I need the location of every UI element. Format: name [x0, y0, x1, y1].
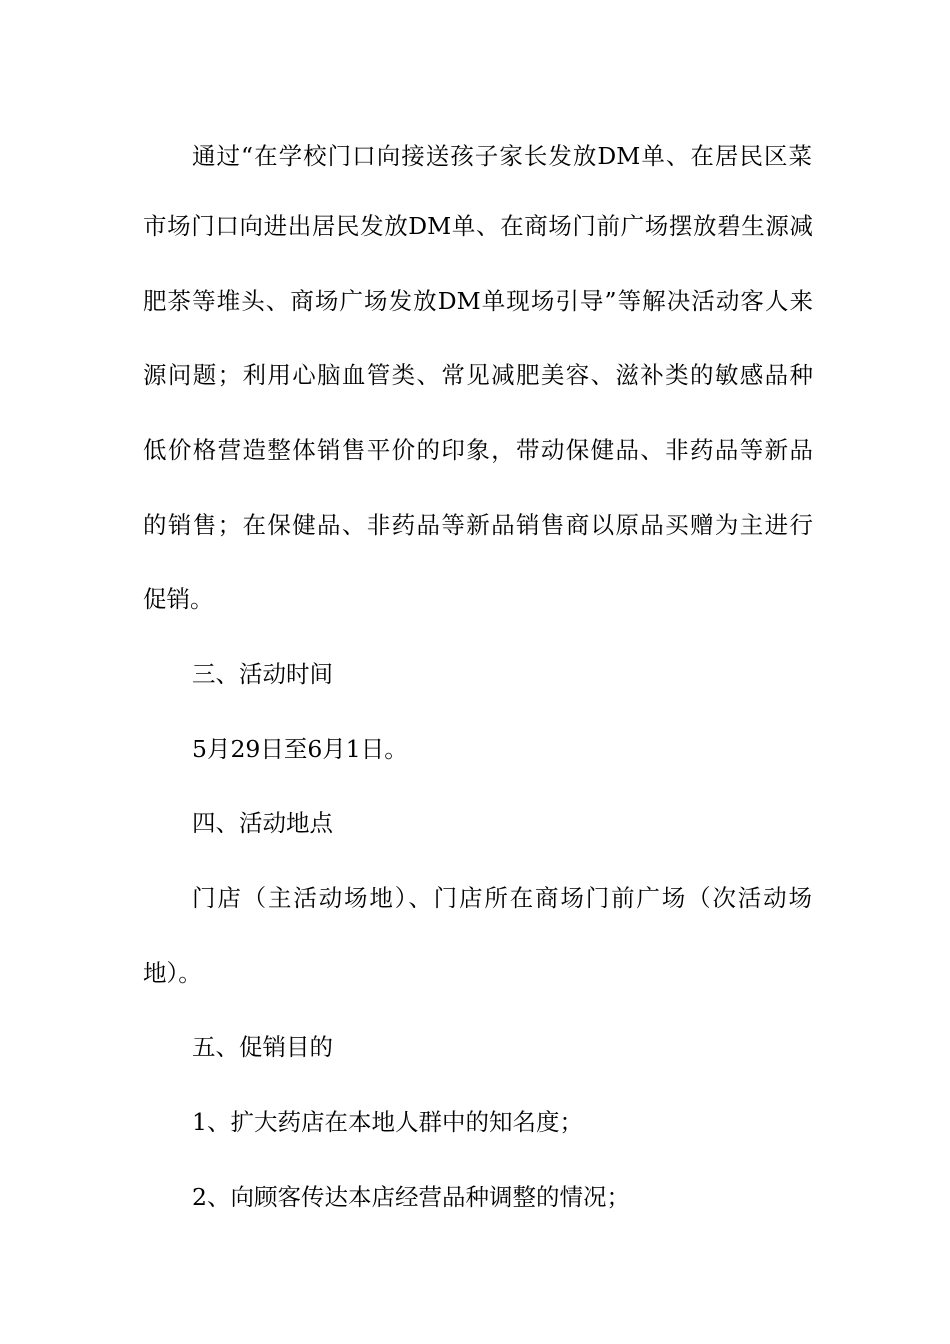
activity-location-line-1: 门店（主活动场地）、门店所在商场门前广场（次活动场	[192, 884, 812, 912]
paragraph-1-line-3: 肥茶等堆头、商场广场发放DM单现场引导”等解决活动客人来	[143, 287, 813, 315]
goal-item-1: 1、扩大药店在本地人群中的知名度；	[192, 1108, 583, 1136]
paragraph-1-line-4: 源问题；利用心脑血管类、常见减肥美容、滋补类的敏感品种	[143, 361, 813, 389]
section-4-heading: 四、活动地点	[192, 809, 333, 837]
activity-time-text: 5月29日至6月1日。	[192, 735, 408, 763]
activity-location-line-2: 地）。	[143, 959, 202, 987]
paragraph-1-line-2: 市场门口向进出居民发放DM单、在商场门前广场摆放碧生源减	[143, 212, 813, 240]
section-3-heading: 三、活动时间	[192, 660, 333, 688]
paragraph-1-line-6: 的销售；在保健品、非药品等新品销售商以原品买赠为主进行	[143, 511, 813, 539]
paragraph-1-line-5: 低价格营造整体销售平价的印象，带动保健品、非药品等新品	[143, 436, 813, 464]
paragraph-1-line-7: 促销。	[143, 585, 214, 613]
section-5-heading: 五、促销目的	[192, 1033, 333, 1061]
paragraph-1-line-1: 通过“在学校门口向接送孩子家长发放DM单、在居民区菜	[192, 142, 812, 170]
goal-item-2: 2、向顾客传达本店经营品种调整的情况；	[192, 1183, 630, 1211]
